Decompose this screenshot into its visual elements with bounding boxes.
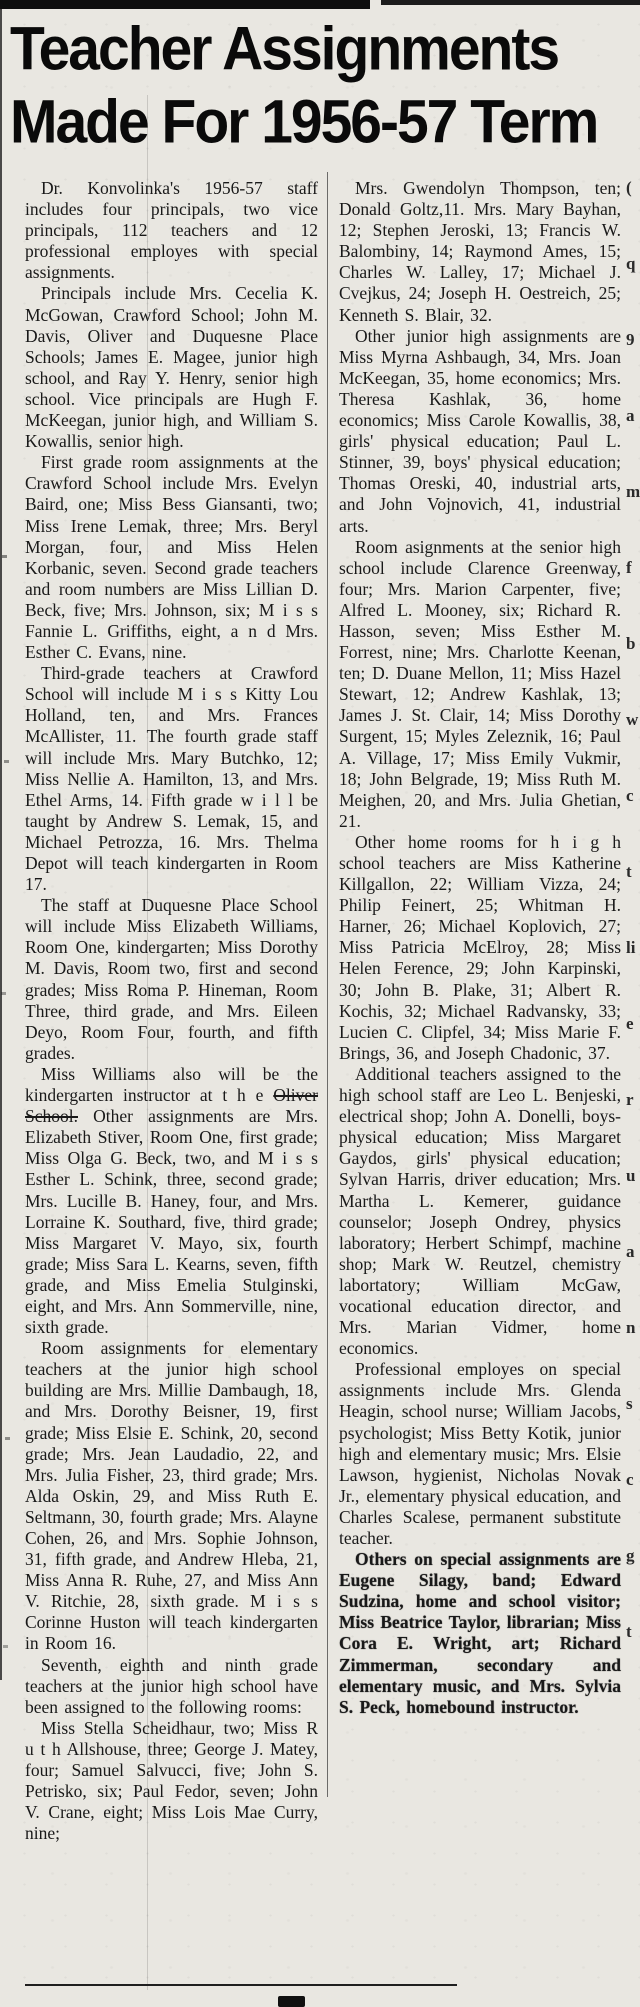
edge-fragment: g [626, 1546, 635, 1565]
paper-specks [2, 555, 7, 558]
right-edge-rule [0, 0, 2, 1680]
edge-fragment: s [626, 1394, 633, 1413]
article-paragraph: Room asignments at the senior high school include Clarence Greenway, four; Mrs. Marion Carpenter, five; Alfred L. Mooney, six; Richard R. Hasson, seven; Miss Esther M. Forrest, nine; Mrs. Charlotte Keenan, ten; D. Duane Mellon, 11; Miss Hazel Stewart, 12; Andrew Kashlak, 13; James J. St. Clair, 14; Miss Dorothy Surgent, 15; Myles Zeleznik, 16; Paul A. Village, 17; Miss Emily Vukmir, 18; John Belgrade, 19; Miss Ruth M. Meighen, 20, and Mrs. Julia Ghetian, 21. [339, 536, 621, 831]
edge-fragment: r [626, 1090, 634, 1109]
edge-fragment: f [626, 558, 632, 577]
article-paragraph: Other home rooms for h i g h school teachers are Miss Katherine Killgallon, 22; William Vizza, 24; Philip Feinert, 25; Whitman H. Harner, 26; Michael Koplovich, 27; Miss Patricia McElroy, 28; Miss Helen Ference, 29; John Karpinski, 30; John B. Plake, 31; Albert R. Kochis, 32; Michael Radvansky, 33; Lucien C. Clipfel, 34; Miss Marie F. Brings, 36, and Joseph Chadonic, 37. [339, 831, 621, 1063]
article-paragraph: Mrs. Gwendolyn Thompson, ten; Donald Goltz,11. Mrs. Mary Bayhan, 12; Stephen Jeroski, 13; Francis W. Balombiny, 14; Raymond Ames, 15; Charles W. Lalley, 17; Michael J. Cvejkus, 24; Joseph H. Oestreich, 25; Kenneth S. Blair, 32. [339, 178, 621, 325]
article-paragraph: Additional teachers assigned to the high school staff are Leo L. Benjeski, electrical shop; John A. Donelli, boys-physical education; Miss Margaret Gaydos, girls' physical education; Sylvan Harris, driver education; Mrs. Martha L. Kemerer, guidance counselor; Joseph Ondrey, physics laboratory; Herbert Schimpf, machine shop; Mark W. Reutzel, chemistry labortatory; William McGaw, vocational education director, and Mrs. Marian Vidmer, home economics. [339, 1063, 621, 1359]
article-paragraph: Dr. Konvolinka's 1956-57 staff includes four principals, two vice principals, 112 teachers and 12 professional employes with special assignments. [25, 178, 318, 283]
article-column-right [339, 178, 621, 1718]
article-headline [10, 10, 638, 156]
article-paragraph: The staff at Duquesne Place School will include Miss Elizabeth Williams, Room One, kindergarten; Miss Dorothy M. Davis, Room two, first and second grades; Miss Roma P. Hineman, Room Three, third grade, and Mrs. Eileen Deyo, Room Four, fourth, and fifth grades. [25, 895, 318, 1063]
edge-fragment: t [626, 862, 632, 881]
edge-fragment: a [626, 406, 635, 425]
edge-fragment: q [626, 254, 636, 273]
bottom-divider-rule [25, 1984, 457, 1986]
top-edge-ink-bar-right [381, 0, 640, 5]
article-paragraph: Others on special assignments are Eugene Silagy, band; Edward Sudzina, home and school visitor; Miss Beatrice Taylor, librarian; Miss Cora E. Wright, art; Richard Zimmerman, secondary and elementary music, and Mrs. Sylvia S. Peck, homebound instructor. [339, 1549, 621, 1717]
column-divider-rule [327, 172, 328, 1797]
article-paragraph: Principals include Mrs. Cecelia K. McGowan, Crawford School; John M. Davis, Oliver and Duquesne Place Schools; James E. Magee, junior high school, and Ray Y. Henry, senior high school. Vice principals are Hugh F. McKeegan, junior high, and William S. Kowallis, senior high. [25, 283, 318, 452]
edge-fragment: a [626, 1242, 635, 1261]
edge-fragment: e [626, 1014, 634, 1033]
article-column-left [25, 178, 318, 1844]
edge-fragment: c [626, 1470, 634, 1489]
struck-text: Oliver School. [25, 1085, 318, 1127]
edge-fragment: w [626, 710, 639, 729]
edge-fragment: c [626, 786, 634, 805]
headline-line-2: Made For 1956-57 Term [10, 87, 598, 157]
edge-fragment: ( [626, 178, 632, 197]
article-paragraph: First grade room assignments at the Crawford School include Mrs. Evelyn Baird, one; Miss Bess Giansanti, two; Miss Irene Lemak, three; Mrs. Beryl Morgan, four, and Miss Helen Korbanic, seven. Second grade teachers and room numbers are Miss Lillian D. Beck, five; Mrs. Johnson, six; M i s s Fannie L. Griffiths, eight, a n d Mrs. Esther C. Evans, nine. [25, 452, 318, 663]
edge-fragment: li [626, 938, 636, 957]
article-paragraph: Other junior high assignments are Miss Myrna Ashbaugh, 34, Mrs. Joan McKeegan, 35, home economics; Mrs. Theresa Kashlak, 36, home economics; Miss Carole Kowallis, 38, girls' physical education; Paul L. Stinner, 39, boys' physical education; Thomas Oreski, 40, industrial arts, and John Vojnovich, 41, industrial arts. [339, 325, 621, 536]
paper-fold-line [147, 95, 148, 1990]
article-paragraph: Third-grade teachers at Crawford School will include M i s s Kitty Lou Holland, ten, and Mrs. Frances McAllister, 11. The fourth grade staff will include Mrs. Mary Butchko, 12; Miss Nellie A. Hamilton, 13, and Mrs. Ethel Arms, 14. Fifth grade w i l l be taught by Andrew S. Lemak, 15, and Michael Petrozza, 16. Mrs. Thelma Depot will teach kindergarten in Room 17. [25, 663, 318, 895]
article-paragraph: Room assignments for elementary teachers at the junior high school building are Mrs. Millie Dambaugh, 18, and Mrs. Dorothy Beisner, 19, first grade; Miss Elsie E. Schink, 20, second grade; Mrs. Jean Laudadio, 22, and Mrs. Julia Fisher, 23, third grade; Mrs. Alda Oskin, 29, and Miss Ruth E. Seltmann, 30, fourth grade; Mrs. Alayne Cohen, 26, and Mrs. Sophie Johnson, 31, fifth grade, and Andrew Hleba, 21, Miss Anna R. Ruhe, 27, and Miss Ann V. Ritchie, 28, sixth grade. M i s s Corinne Huston will teach kindergarten in Room 16. [25, 1338, 318, 1654]
headline-line-1: Teacher Assignments [10, 14, 559, 84]
adjacent-column-fragments [626, 150, 640, 1800]
edge-fragment: m [626, 482, 640, 501]
edge-fragment: u [626, 1166, 636, 1185]
article-paragraph: Miss Williams also will be the kindergarten instructor at t h e Oliver School. Other assignments are Mrs. Elizabeth Stiver, Room One, first grade; Miss Olga G. Beck, two, and M i s s Esther L. Schink, three, second grade; Mrs. Lucille B. Haney, four, and Mrs. Lorraine K. Southard, five, third grade; Miss Margaret V. Mayo, six, fourth grade; Miss Sara L. Kearns, seven, fifth grade, and Miss Emelia Stulginski, eight, and Mrs. Ann Sommerville, nine, sixth grade. [25, 1063, 318, 1338]
edge-fragment: b [626, 634, 636, 653]
article-paragraph: Seventh, eighth and ninth grade teachers at the junior high school have been assigned to the following rooms: [25, 1654, 318, 1717]
article-paragraph: Miss Stella Scheidhaur, two; Miss R u t h Allshouse, three; George J. Matey, four; Samuel Salvucci, five; John S. Petrisko, six; Paul Fedor, seven; John V. Crane, eight; Miss Lois Mae Curry, nine; [25, 1717, 318, 1844]
edge-fragment: n [626, 1318, 636, 1337]
edge-fragment: t [626, 1622, 632, 1641]
edge-fragment: 9 [626, 330, 635, 349]
article-paragraph: Professional employes on special assignments include Mrs. Glenda Heagin, school nurse; William Jacobs, psychologist; Miss Betty Kotik, junior high and elementary music; Mrs. Elsie Lawson, hygienist, Nicholas Novak Jr., elementary physical education, and Charles Scalese, permanent substitute teacher. [339, 1359, 621, 1548]
top-edge-ink-bar [0, 0, 370, 9]
ink-blob [278, 1996, 305, 2007]
